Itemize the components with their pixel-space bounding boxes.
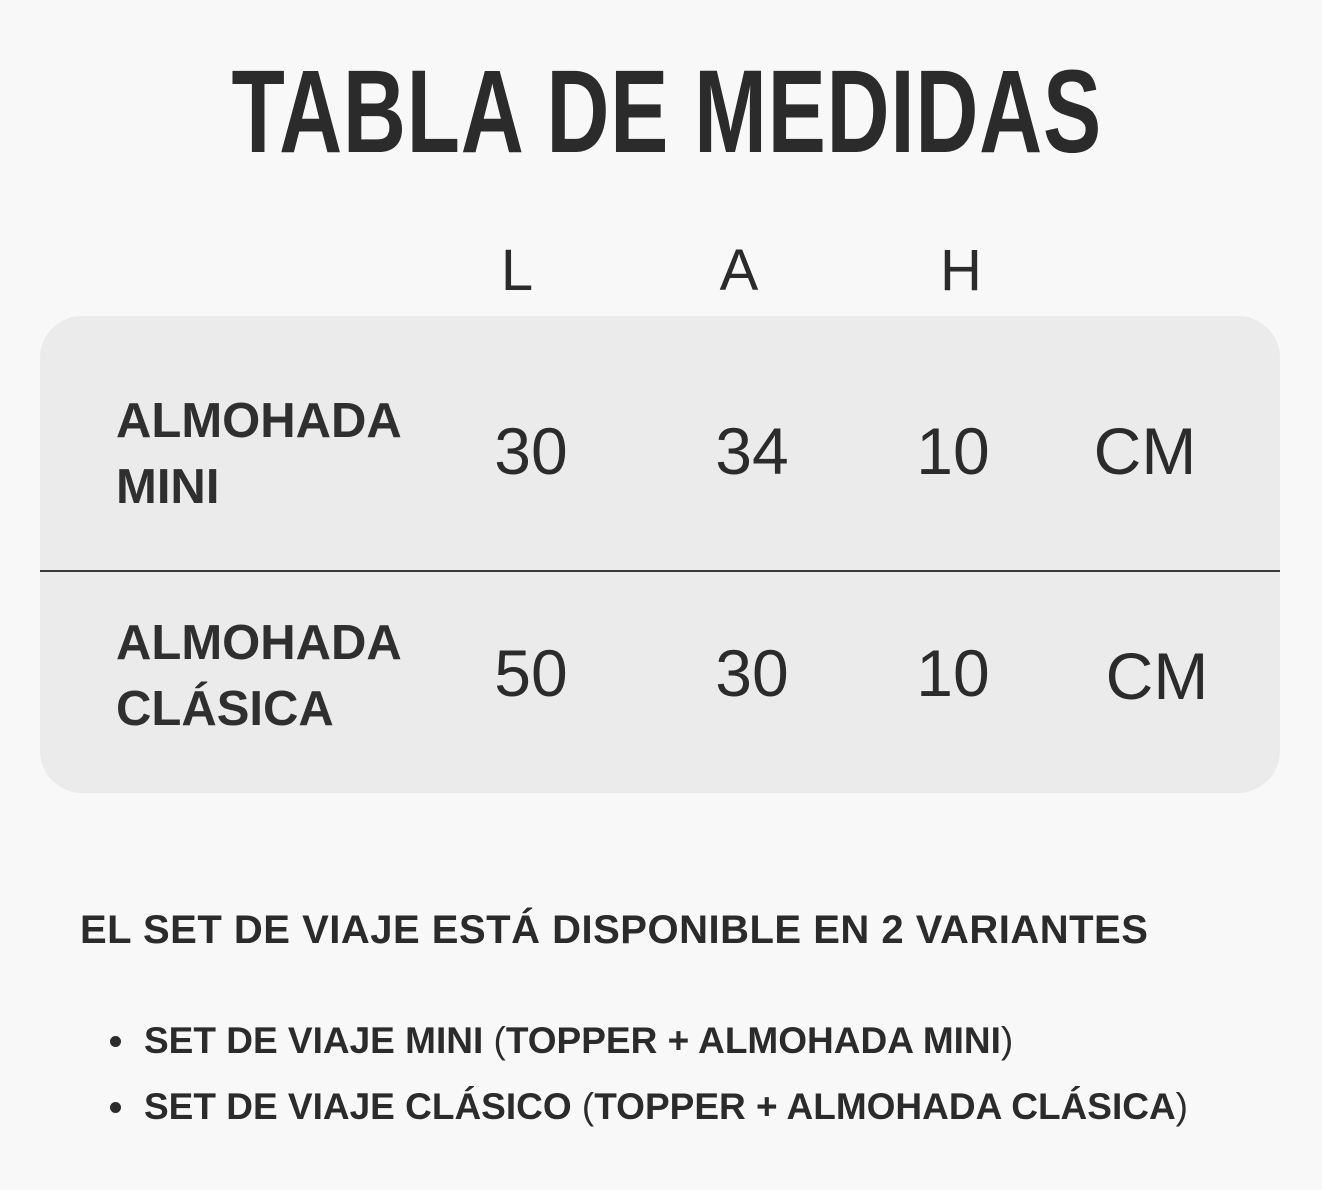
paren-open: ( xyxy=(581,1086,595,1127)
row-label-almohada-clasica xyxy=(116,610,402,742)
paren-close: ) xyxy=(1175,1086,1188,1127)
bullet-icon xyxy=(110,1102,121,1113)
cell-mini-width: 34 xyxy=(715,414,789,488)
cell-mini-height: 10 xyxy=(916,414,990,488)
variants-list xyxy=(110,1015,1188,1147)
cell-clasica-height: 10 xyxy=(916,636,990,710)
row-label-line: ALMOHADA xyxy=(116,616,402,670)
column-header-width: A xyxy=(719,238,759,303)
row-label-line: MINI xyxy=(116,460,220,514)
paren-close: ) xyxy=(1000,1020,1014,1061)
cell-mini-unit: CM xyxy=(1093,414,1197,488)
row-divider xyxy=(40,570,1280,572)
cell-clasica-unit: CM xyxy=(1105,639,1209,713)
page-title: TABLA DE MEDIDAS xyxy=(231,46,1102,178)
variant-name: SET DE VIAJE CLÁSICO xyxy=(144,1086,572,1127)
variants-heading: EL SET DE VIAJE ESTÁ DISPONIBLE EN 2 VARIANTES xyxy=(80,908,1149,952)
paren-open: ( xyxy=(493,1020,506,1061)
cell-mini-length: 30 xyxy=(494,414,568,488)
bullet-icon xyxy=(110,1036,121,1047)
list-item xyxy=(110,1015,1188,1081)
column-header-height: H xyxy=(940,238,982,303)
variant-contents: TOPPER + ALMOHADA MINI xyxy=(505,1020,1001,1061)
row-label-line: CLÁSICA xyxy=(116,682,334,736)
list-item xyxy=(110,1081,1188,1147)
cell-clasica-length: 50 xyxy=(494,636,568,710)
row-label-line: ALMOHADA xyxy=(116,394,402,448)
row-label-almohada-mini xyxy=(116,388,402,520)
variant-contents: TOPPER + ALMOHADA CLÁSICA xyxy=(594,1086,1176,1127)
variant-name: SET DE VIAJE MINI xyxy=(144,1020,484,1061)
cell-clasica-width: 30 xyxy=(715,636,789,710)
column-header-length: L xyxy=(500,238,534,303)
